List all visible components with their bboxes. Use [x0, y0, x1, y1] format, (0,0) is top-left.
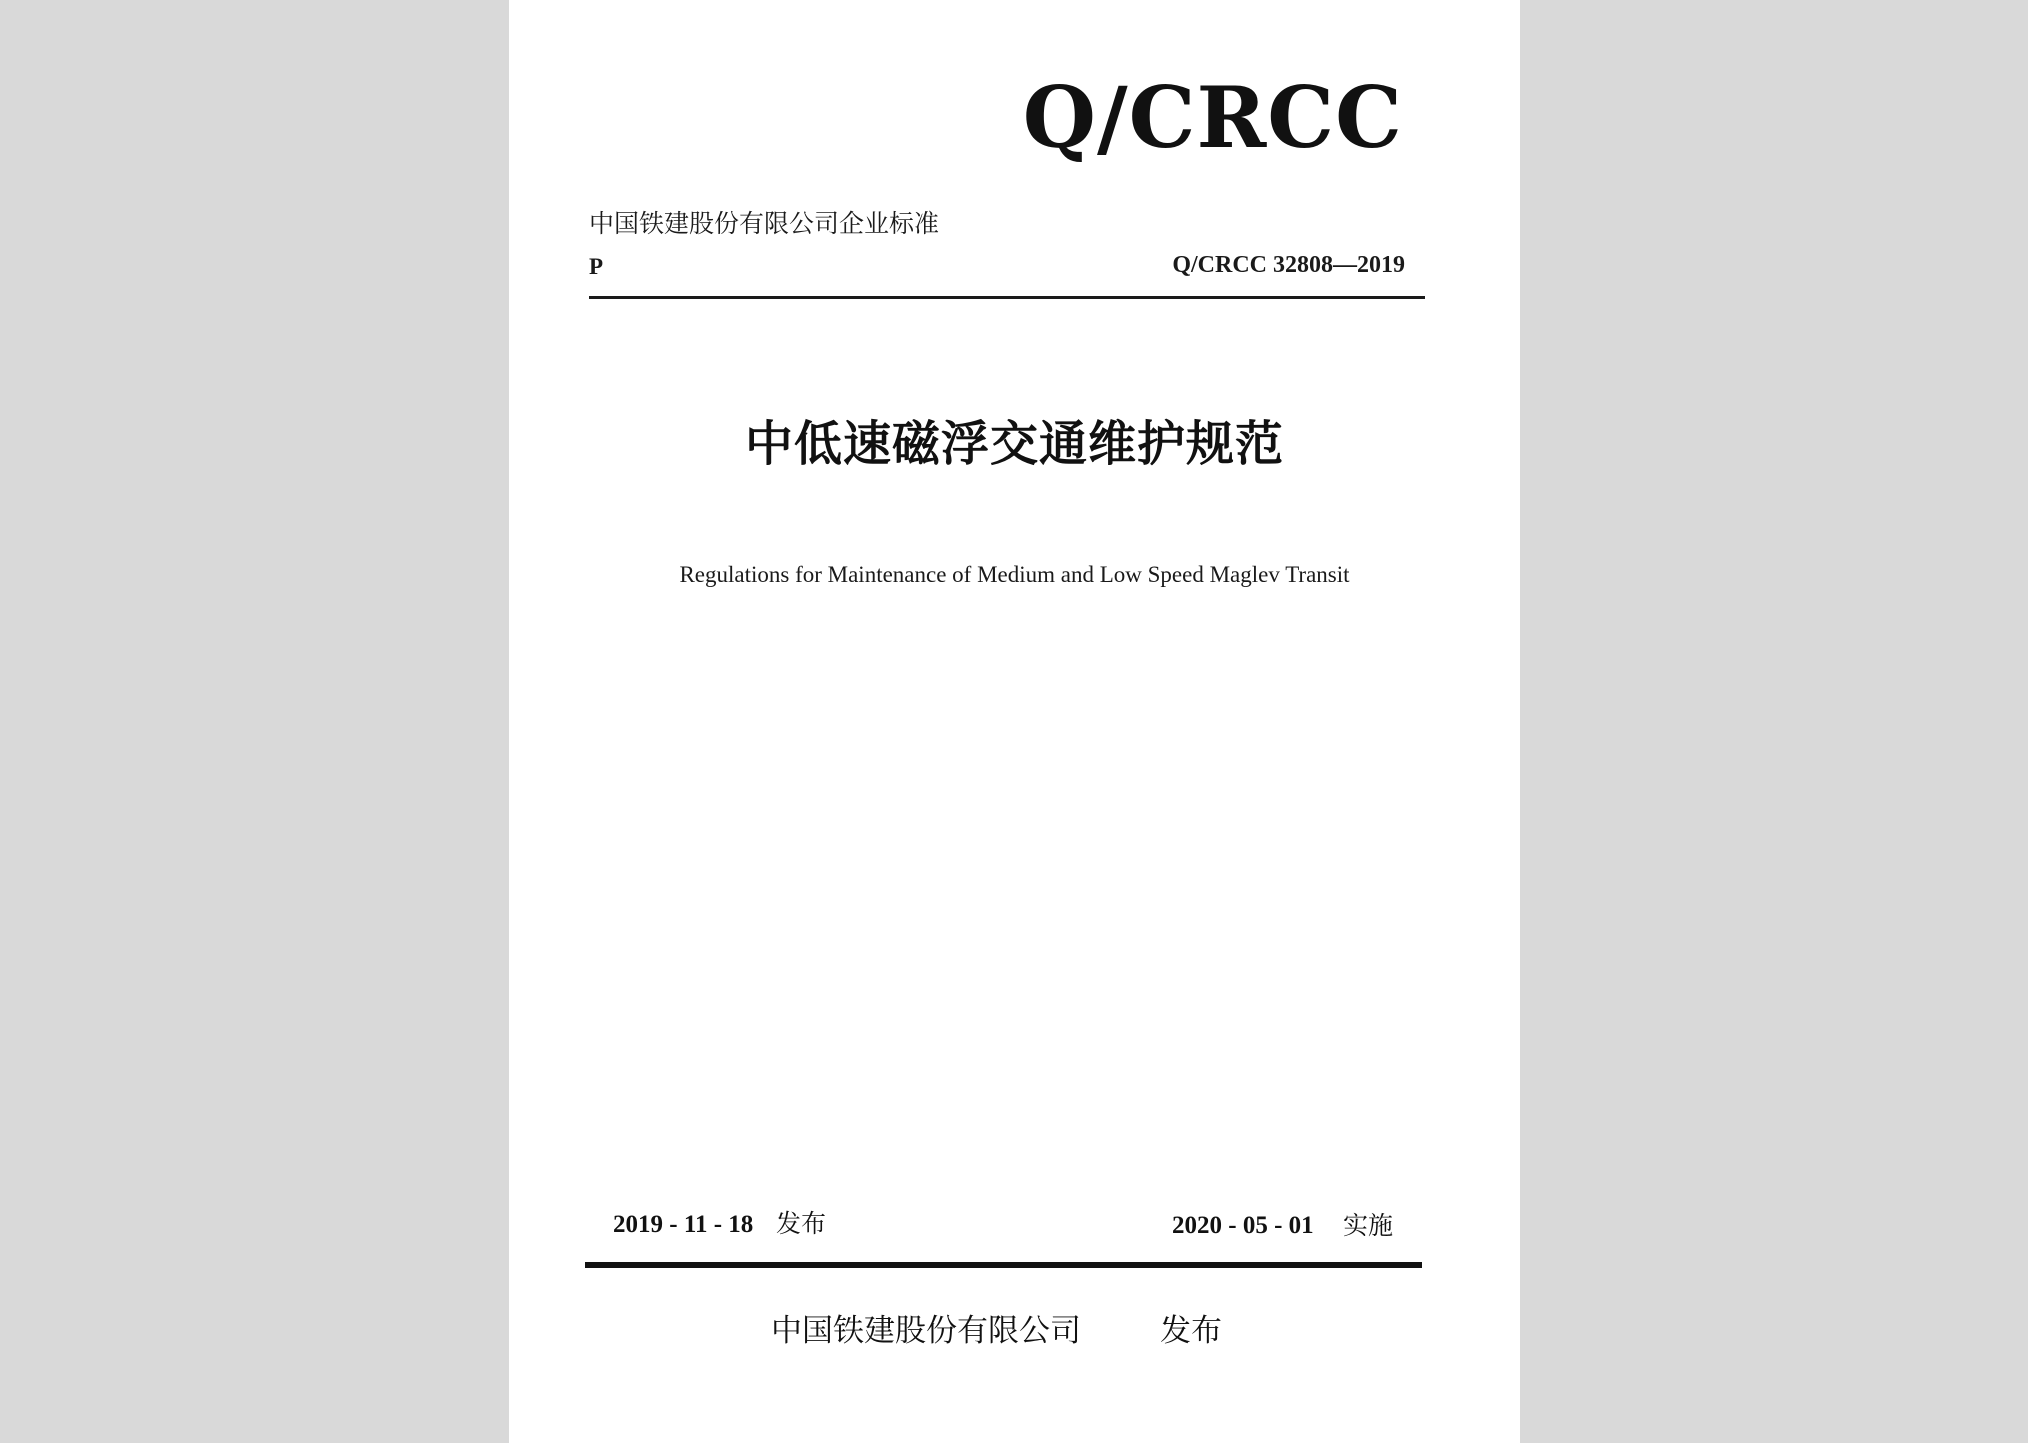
standard-number: Q/CRCC 32808—2019 — [1172, 252, 1405, 278]
title-chinese: 中低速磁浮交通维护规范 — [744, 416, 1284, 472]
implementation-date: 2020 - 05 - 01 — [1172, 1212, 1314, 1239]
standard-logo: Q/CRCC — [1022, 68, 1403, 167]
issue-label: 发布 — [776, 1209, 827, 1238]
document-cover — [509, 0, 1520, 1443]
implementation-label: 实施 — [1343, 1211, 1394, 1240]
footer-divider — [585, 1262, 1422, 1268]
header-divider — [589, 296, 1425, 299]
issue-date: 2019 - 11 - 18 — [613, 1211, 754, 1238]
organization-standard-label: 中国铁建股份有限公司企业标准 — [589, 209, 940, 238]
title-english: Regulations for Maintenance of Medium and Low Speed Maglev Transit — [679, 562, 1350, 587]
publisher-name: 中国铁建股份有限公司 — [771, 1313, 1081, 1349]
publisher-label: 发布 — [1160, 1313, 1222, 1349]
category-code: P — [589, 254, 604, 279]
